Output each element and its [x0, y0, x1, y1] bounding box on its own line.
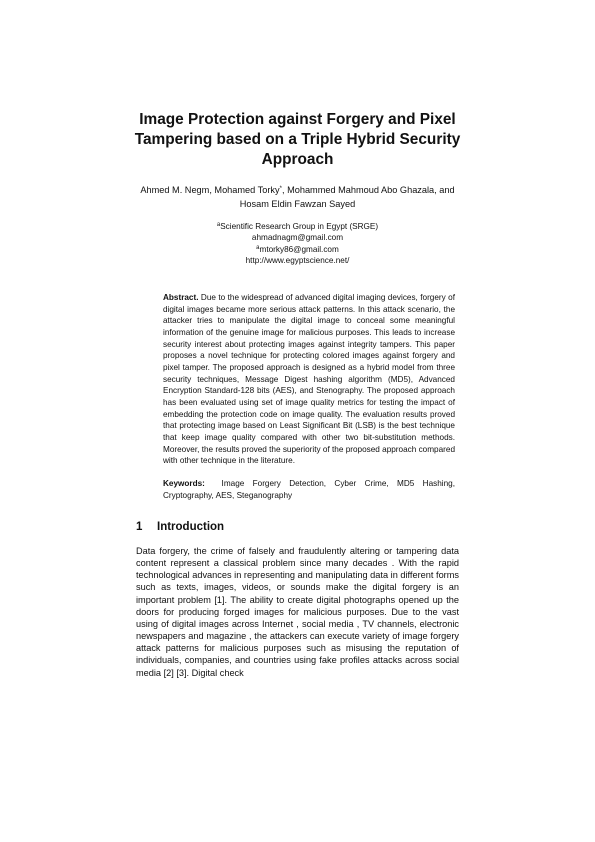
author-list [120, 183, 475, 211]
abstract-label: Abstract. [163, 293, 199, 302]
affiliation-org-name: Scientific Research Group in Egypt (SRGE) [220, 222, 379, 231]
author-email-2: mtorky86@gmail.com [259, 244, 339, 254]
author-line-1 [120, 183, 475, 197]
affiliation-block [150, 221, 445, 266]
abstract [163, 292, 455, 467]
email-mark: a [256, 244, 260, 251]
abstract-text: Due to the widespread of advanced digital imaging devices, forgery of digital images became more serious attack patterns. In this attack scenario, the attacker tries to manipulate the digital image to conceal some meaningful information of the genuine image for malicious purposes. This leads to increase security interest about protecting images against integrity tampers. This paper proposes a novel technique for protecting colored images against forgery and pixel tamper. The proposed approach is designed as a hybrid model from three security techniques, Message Digest hashing algorithm (MD5), Advanced Encryption Standard-128 bits (AES), and Stenography. The proposed approach has been evaluated using set of image quality metrics for testing the impact of embedding the protection code on image quality. The evaluation results proved that protecting image based on Least Significant Bit (LSB) is the best technique that keep image quality compared with other two bit-substitution methods. Moreover, the results proved the superiority of the proposed approach compared with other technique in the literature. [163, 293, 455, 466]
author-email-1: ahmadnagm@gmail.com [251, 233, 344, 243]
author-names-part-1: Ahmed M. Negm, Mohamed Torky [140, 185, 280, 195]
website-link[interactable]: http://www.egyptscience.net/ [245, 255, 350, 265]
paper-title: Image Protection against Forgery and Pixel Tampering based on a Triple Hybrid Security Approach [134, 111, 461, 168]
author-email-2-line [150, 244, 445, 255]
keywords [163, 478, 455, 501]
author-line-2: Hosam Eldin Fawzan Sayed [239, 199, 356, 209]
affiliation-mark: a [216, 222, 221, 228]
author-names-part-2: , Mohammed Mahmoud Abo Ghazala, and [281, 185, 455, 195]
section-number: 1 [136, 521, 143, 533]
section-title: Introduction [157, 521, 225, 533]
introduction-paragraph: Data forgery, the crime of falsely and fraudulently altering or tampering data content represent a classical problem since many decades . With the rapid technological advances in representing and manipulating data in different forms such as texts, images, videos, or sounds make the digital forgery is an important problem [1]. The ability to create digital photographs opened up the doors for producing forged images for malicious purposes. Due to the vast using of digital images across Internet , social media , TV channels, electronic newspapers and magazine , the attackers can execute variety of image forgery attack patterns for malicious purposes such as misusing the reputation of individuals, companies, and countries using fake profiles attacks across social media [2] [3]. Digital check [136, 546, 459, 678]
section-heading-introduction [136, 519, 224, 535]
keywords-label: Keywords: [163, 479, 205, 488]
affiliation-org [150, 221, 445, 232]
corresponding-author-mark: * [279, 186, 282, 192]
keywords-text: Image Forgery Detection, Cyber Crime, MD5 Hashing, Cryptography, AES, Steganography [163, 479, 455, 500]
